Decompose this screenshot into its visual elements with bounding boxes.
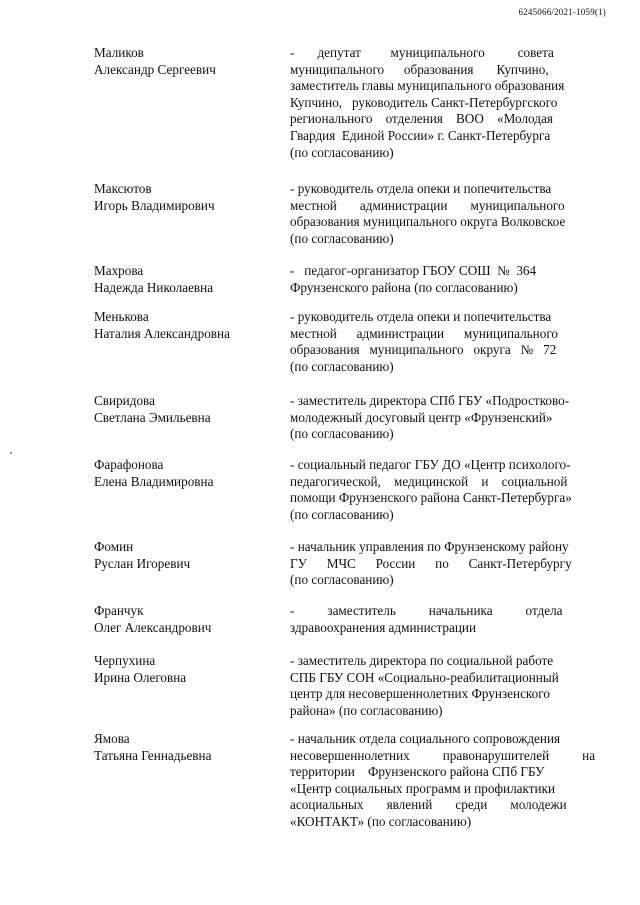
member-name xyxy=(94,653,279,686)
member-name xyxy=(94,539,279,572)
member-surname: Максютов xyxy=(94,181,152,196)
member-name xyxy=(94,263,279,296)
member-given-names: Надежда Николаевна xyxy=(94,279,214,295)
role-line: - начальник отдела социального сопровождения xyxy=(290,731,561,746)
role-line: несовершеннолетних правонарушителей на xyxy=(290,747,596,763)
role-line: - заместитель начальника отдела xyxy=(290,603,563,618)
member-given-names: Наталия Александровна xyxy=(94,325,230,341)
role-line: регионального отделения ВОО «Молодая xyxy=(290,111,553,127)
member-name xyxy=(94,603,279,636)
role-line: - социальный педагог ГБУ ДО «Центр психолого- xyxy=(290,457,571,472)
role-line: (по согласованию) xyxy=(290,144,394,160)
member-given-names: Елена Владимировна xyxy=(94,473,214,489)
role-line: «Центр социальных программ и профилактики xyxy=(290,780,556,796)
member-role xyxy=(290,457,598,523)
member-surname: Свиридова xyxy=(94,393,155,408)
member-surname: Махрова xyxy=(94,263,144,278)
role-line: (по согласованию) xyxy=(290,358,394,374)
role-line: - заместитель директора СПб ГБУ «Подростково- xyxy=(290,393,570,408)
member-role xyxy=(290,45,598,161)
role-line: здравоохранения администрации xyxy=(290,619,477,635)
member-surname: Маликов xyxy=(94,45,144,60)
role-line: - педагог-организатор ГБОУ СОШ № 364 xyxy=(290,263,537,278)
role-line: района» (по согласованию) xyxy=(290,702,443,718)
member-given-names: Ирина Олеговна xyxy=(94,669,187,685)
member-given-names: Руслан Игоревич xyxy=(94,555,191,571)
role-line: - руководитель отдела опеки и попечительства xyxy=(290,309,552,324)
member-role xyxy=(290,309,598,375)
role-line: территории Фрунзенского района СПб ГБУ xyxy=(290,764,545,780)
member-name xyxy=(94,309,279,342)
member-name xyxy=(94,393,279,426)
member-given-names: Александр Сергеевич xyxy=(94,61,216,77)
member-role xyxy=(290,731,598,831)
role-line: - заместитель директора по социальной работе xyxy=(290,653,554,668)
role-line: Купчино, руководитель Санкт-Петербургского xyxy=(290,94,558,110)
role-line: помощи Фрунзенского района Санкт-Петербурга» xyxy=(290,490,572,506)
role-line: ГУ МЧС России по Санкт-Петербургу xyxy=(290,555,572,571)
role-line: местной администрации муниципального xyxy=(290,197,565,213)
role-line: «КОНТАКТ» (по согласованию) xyxy=(290,813,472,829)
role-line: молодежный досуговый центр «Фрунзенский» xyxy=(290,409,553,425)
role-line: местной администрации муниципального xyxy=(290,325,559,341)
member-given-names: Олег Александрович xyxy=(94,619,212,635)
member-surname: Ямова xyxy=(94,731,130,746)
role-line: муниципального образования Купчино, xyxy=(290,61,549,77)
member-role xyxy=(290,263,598,296)
member-name xyxy=(94,731,279,764)
role-line: заместитель главы муниципального образования xyxy=(290,78,565,94)
role-line: образования муниципального округа № 72 xyxy=(290,342,557,358)
member-given-names: Светлана Эмильевна xyxy=(94,409,211,425)
role-line: - депутат муниципального совета xyxy=(290,45,554,60)
member-role xyxy=(290,603,598,636)
role-line: асоциальных явлений среди молодежи xyxy=(290,797,567,813)
member-given-names: Игорь Владимирович xyxy=(94,197,215,213)
role-line: центр для несовершеннолетних Фрунзенского xyxy=(290,686,550,702)
role-line: (по согласованию) xyxy=(290,230,394,246)
member-surname: Фомин xyxy=(94,539,134,554)
role-line: Фрунзенского района (по согласованию) xyxy=(290,279,518,295)
member-role xyxy=(290,653,598,719)
member-name xyxy=(94,457,279,490)
role-line: (по согласованию) xyxy=(290,506,394,522)
member-name xyxy=(94,181,279,214)
role-line: - начальник управления по Фрунзенскому району xyxy=(290,539,569,554)
margin-mark xyxy=(10,452,12,454)
member-given-names: Татьяна Геннадьевна xyxy=(94,747,212,763)
member-surname: Фарафонова xyxy=(94,457,164,472)
role-line: - руководитель отдела опеки и попечительства xyxy=(290,181,552,196)
document-id: 6245066/2021-1059(1) xyxy=(518,7,606,17)
role-line: образования муниципального округа Волковское xyxy=(290,214,566,230)
member-role xyxy=(290,393,598,443)
member-surname: Франчук xyxy=(94,603,144,618)
member-surname: Черпухина xyxy=(94,653,156,668)
member-name xyxy=(94,45,279,78)
member-surname: Менькова xyxy=(94,309,149,324)
member-role xyxy=(290,181,598,247)
role-line: (по согласованию) xyxy=(290,426,394,442)
role-line: педагогической, медицинской и социальной xyxy=(290,473,568,489)
role-line: (по согласованию) xyxy=(290,572,394,588)
role-line: Гвардия Единой России» г. Санкт-Петербурга xyxy=(290,127,551,143)
member-role xyxy=(290,539,598,589)
role-line: СПБ ГБУ СОН «Социально-реабилитационный xyxy=(290,669,559,685)
